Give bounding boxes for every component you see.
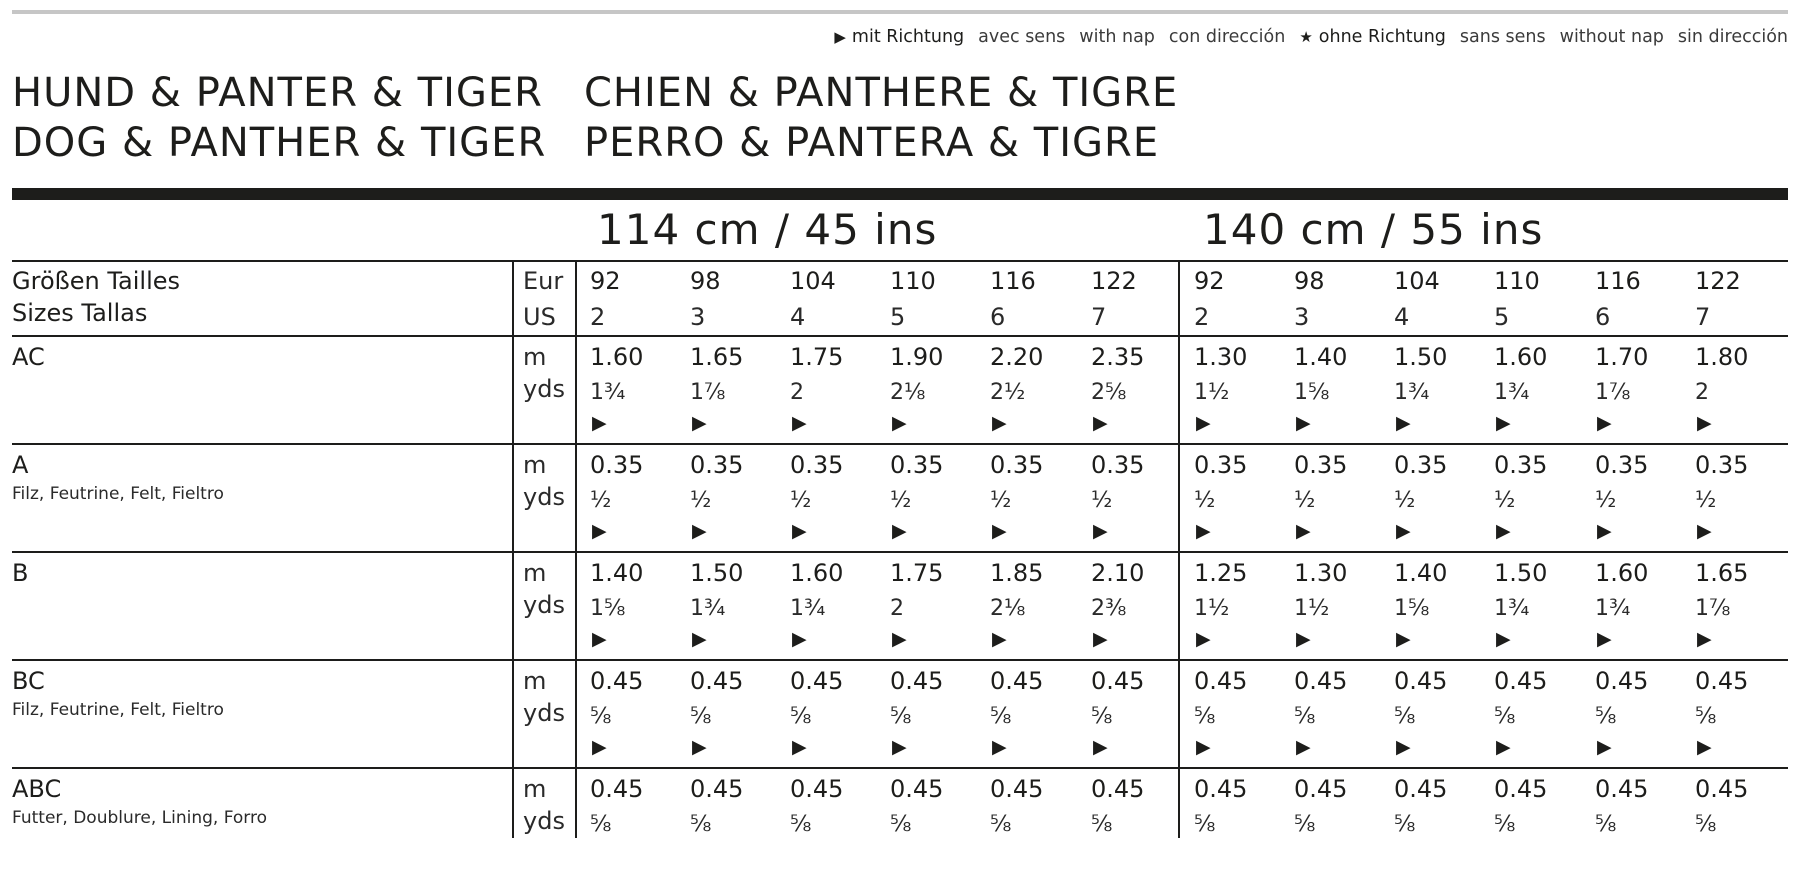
play-triangle-icon: ▶ [1597, 628, 1612, 650]
us-size: 2 [1194, 303, 1210, 331]
meters-value: 0.45 [990, 667, 1044, 695]
us-size: 7 [1695, 303, 1711, 331]
yards-value: ⅝ [1695, 812, 1717, 837]
play-triangle-icon: ▶ [1396, 736, 1411, 758]
yards-value: 1¾ [1494, 380, 1530, 405]
play-triangle-icon: ▶ [1697, 412, 1712, 434]
us-size: 3 [690, 303, 706, 331]
eur-size: 122 [1695, 267, 1741, 295]
meters-value: 1.65 [1695, 559, 1749, 587]
eur-size: 98 [1294, 267, 1325, 295]
yards-value: ½ [1695, 488, 1717, 513]
play-triangle-icon: ▶ [1496, 412, 1511, 434]
yards-value: ⅝ [1194, 812, 1216, 837]
play-triangle-icon: ▶ [1697, 736, 1712, 758]
play-triangle-icon: ▶ [792, 736, 807, 758]
fabric-width-140: 140 cm / 55 ins [1203, 205, 1544, 254]
yards-value: ½ [1494, 488, 1516, 513]
play-triangle-icon: ▶ [892, 736, 907, 758]
meters-value: 2.10 [1091, 559, 1145, 587]
legend-label: mit Richtung [851, 27, 965, 47]
meters-value: 0.45 [1091, 775, 1145, 803]
meters-value: 0.45 [1494, 667, 1548, 695]
eur-size: 98 [690, 267, 721, 295]
fabric-width-114: 114 cm / 45 ins [597, 205, 938, 254]
play-triangle-icon: ▶ [992, 736, 1007, 758]
yards-value: 1⅝ [1294, 380, 1330, 405]
play-triangle-icon: ▶ [1196, 628, 1211, 650]
yards-value: 1½ [1194, 380, 1230, 405]
meters-value: 0.45 [1494, 775, 1548, 803]
meters-value: 1.60 [590, 343, 644, 371]
play-triangle-icon: ▶ [1396, 628, 1411, 650]
eur-size: 122 [1091, 267, 1137, 295]
meters-value: 0.45 [1394, 667, 1448, 695]
size-label-de-fr: Größen Tailles [12, 267, 181, 295]
yards-value: 1½ [1194, 596, 1230, 621]
yards-value: ⅝ [690, 812, 712, 837]
meters-value: 1.50 [1494, 559, 1548, 587]
play-triangle-icon: ▶ [792, 412, 807, 434]
meters-value: 0.35 [1194, 451, 1248, 479]
meters-value: 1.75 [790, 343, 844, 371]
yards-value: 1¾ [690, 596, 726, 621]
yards-value: ⅝ [790, 704, 812, 729]
unit-meters: m [523, 451, 547, 479]
eur-size: 110 [1494, 267, 1540, 295]
meters-value: 2.20 [990, 343, 1044, 371]
yards-value: ⅝ [1394, 704, 1416, 729]
play-triangle-icon: ▶ [692, 412, 707, 434]
meters-value: 1.50 [1394, 343, 1448, 371]
yards-value: ⅝ [1595, 812, 1617, 837]
yards-value: 1⅝ [590, 596, 626, 621]
meters-value: 0.45 [890, 775, 944, 803]
meters-value: 0.45 [690, 667, 744, 695]
meters-value: 1.30 [1294, 559, 1348, 587]
play-triangle-icon: ▶ [1496, 736, 1511, 758]
us-size: 4 [790, 303, 806, 331]
play-triangle-icon: ▶ [1196, 520, 1211, 542]
play-triangle-icon: ▶ [1697, 520, 1712, 542]
meters-value: 1.70 [1595, 343, 1649, 371]
yards-value: ½ [1394, 488, 1416, 513]
legend-label: sans sens [1459, 27, 1546, 47]
row-divider [12, 551, 1788, 553]
play-triangle-icon: ▶ [792, 520, 807, 542]
meters-value: 1.40 [1294, 343, 1348, 371]
unit-yards: yds [523, 375, 565, 403]
meters-value: 0.35 [1595, 451, 1649, 479]
yards-value: ⅝ [1494, 812, 1516, 837]
yards-value: ⅝ [1394, 812, 1416, 837]
meters-value: 0.35 [1494, 451, 1548, 479]
yards-value: ½ [890, 488, 912, 513]
yards-value: ⅝ [890, 704, 912, 729]
us-size: 2 [590, 303, 606, 331]
us-size: 4 [1394, 303, 1410, 331]
yards-value: ½ [1091, 488, 1113, 513]
meters-value: 0.35 [1091, 451, 1145, 479]
title-divider [12, 188, 1788, 200]
meters-value: 1.60 [1595, 559, 1649, 587]
meters-value: 0.45 [890, 667, 944, 695]
play-triangle-icon: ▶ [1396, 520, 1411, 542]
meters-value: 0.35 [1294, 451, 1348, 479]
play-triangle-icon: ▶ [592, 412, 607, 434]
yards-value: ½ [1294, 488, 1316, 513]
meters-value: 0.35 [1394, 451, 1448, 479]
meters-value: 0.35 [690, 451, 744, 479]
yards-value: 2⅛ [890, 380, 926, 405]
us-size: 5 [890, 303, 906, 331]
fabric-description: Futter, Doublure, Lining, Forro [12, 808, 267, 828]
unit-meters: m [523, 343, 547, 371]
width-group-divider [1178, 260, 1180, 838]
play-triangle-icon: ▶ [592, 628, 607, 650]
row-divider [12, 767, 1788, 769]
legend-item [1299, 27, 1446, 47]
yards-value: 1⅞ [1595, 380, 1631, 405]
eur-size: 110 [890, 267, 936, 295]
play-triangle-icon: ▶ [1396, 412, 1411, 434]
meters-value: 0.45 [1294, 667, 1348, 695]
pattern-title [12, 68, 1178, 168]
us-size: 5 [1494, 303, 1510, 331]
yards-value: ⅝ [890, 812, 912, 837]
play-triangle-icon: ▶ [1093, 628, 1108, 650]
yards-value: ⅝ [590, 812, 612, 837]
legend-label: with nap [1079, 27, 1155, 47]
yards-value: 1¾ [1494, 596, 1530, 621]
yards-value: ⅝ [1194, 704, 1216, 729]
yards-value: 1⅝ [1394, 596, 1430, 621]
unit-column-divider [512, 260, 514, 838]
unit-yards: yds [523, 591, 565, 619]
yards-value: ½ [790, 488, 812, 513]
play-triangle-icon: ▶ [692, 736, 707, 758]
row-divider [12, 335, 1788, 337]
meters-value: 0.45 [1695, 667, 1749, 695]
legend-item [834, 27, 964, 47]
title-french: CHIEN & PANTHERE & TIGRE [584, 70, 1179, 116]
eur-label: Eur [523, 267, 564, 295]
meters-value: 0.35 [590, 451, 644, 479]
meters-value: 1.85 [990, 559, 1044, 587]
play-triangle-icon: ▶ [1093, 412, 1108, 434]
yards-value: 1¾ [1595, 596, 1631, 621]
play-triangle-icon: ▶ [1597, 412, 1612, 434]
nap-legend [834, 24, 1788, 50]
meters-value: 0.35 [790, 451, 844, 479]
yards-value: ½ [1194, 488, 1216, 513]
eur-size: 116 [990, 267, 1036, 295]
unit-yards: yds [523, 807, 565, 835]
play-triangle-icon: ▶ [1296, 520, 1311, 542]
play-triangle-icon: ▶ [592, 520, 607, 542]
play-triangle-icon: ▶ [1597, 520, 1612, 542]
meters-value: 0.45 [1595, 775, 1649, 803]
title-german: HUND & PANTER & TIGER [12, 70, 543, 116]
meters-value: 0.45 [1194, 775, 1248, 803]
yards-value: 2½ [990, 380, 1026, 405]
legend-item [1460, 27, 1546, 47]
meters-value: 0.45 [1294, 775, 1348, 803]
meters-value: 1.25 [1194, 559, 1248, 587]
eur-size: 104 [790, 267, 836, 295]
meters-value: 2.35 [1091, 343, 1145, 371]
yards-value: 2⅜ [1091, 596, 1127, 621]
yards-value: ½ [590, 488, 612, 513]
yards-value: 2⅛ [990, 596, 1026, 621]
meters-value: 1.80 [1695, 343, 1749, 371]
view-code: ABC [12, 775, 62, 803]
play-triangle-icon: ▶ [1093, 520, 1108, 542]
play-triangle-icon: ▶ [992, 628, 1007, 650]
us-label: US [523, 303, 556, 331]
yards-value: ½ [690, 488, 712, 513]
play-triangle-icon: ▶ [834, 28, 846, 46]
play-triangle-icon: ▶ [1296, 736, 1311, 758]
unit-meters: m [523, 775, 547, 803]
play-triangle-icon: ▶ [892, 520, 907, 542]
play-triangle-icon: ▶ [992, 520, 1007, 542]
us-size: 3 [1294, 303, 1310, 331]
yards-value: 1¾ [790, 596, 826, 621]
meters-value: 1.90 [890, 343, 944, 371]
play-triangle-icon: ▶ [1093, 736, 1108, 758]
play-triangle-icon: ▶ [892, 628, 907, 650]
yards-value: ⅝ [990, 704, 1012, 729]
meters-value: 0.45 [1595, 667, 1649, 695]
yards-value: 2 [790, 380, 804, 405]
unit-yards: yds [523, 699, 565, 727]
legend-item [1678, 27, 1788, 47]
play-triangle-icon: ▶ [992, 412, 1007, 434]
meters-value: 0.45 [590, 775, 644, 803]
legend-label: con dirección [1168, 27, 1286, 47]
play-triangle-icon: ▶ [792, 628, 807, 650]
fabric-description: Filz, Feutrine, Felt, Fieltro [12, 700, 224, 720]
meters-value: 1.30 [1194, 343, 1248, 371]
meters-value: 0.35 [890, 451, 944, 479]
play-triangle-icon: ▶ [1496, 628, 1511, 650]
us-size: 6 [1595, 303, 1611, 331]
us-size: 7 [1091, 303, 1107, 331]
play-triangle-icon: ▶ [892, 412, 907, 434]
meters-value: 0.45 [690, 775, 744, 803]
play-triangle-icon: ▶ [1597, 736, 1612, 758]
meters-value: 1.50 [690, 559, 744, 587]
us-size: 6 [990, 303, 1006, 331]
row-divider [12, 659, 1788, 661]
size-column-divider [575, 260, 577, 838]
legend-label: sin dirección [1677, 27, 1788, 47]
yards-value: 1⅞ [1695, 596, 1731, 621]
meters-value: 1.60 [790, 559, 844, 587]
yards-value: ⅝ [1091, 812, 1113, 837]
row-divider [12, 260, 1788, 262]
meters-value: 0.45 [790, 667, 844, 695]
legend-label: avec sens [978, 27, 1066, 47]
yards-value: ⅝ [1294, 704, 1316, 729]
yards-value: 1½ [1294, 596, 1330, 621]
eur-size: 104 [1394, 267, 1440, 295]
legend-item [1560, 27, 1664, 47]
play-triangle-icon: ▶ [1296, 628, 1311, 650]
yards-value: 1¾ [590, 380, 626, 405]
eur-size: 116 [1595, 267, 1641, 295]
yards-value: ⅝ [1494, 704, 1516, 729]
yards-value: ⅝ [1695, 704, 1717, 729]
yards-value: ⅝ [590, 704, 612, 729]
meters-value: 0.45 [1091, 667, 1145, 695]
meters-value: 0.45 [1695, 775, 1749, 803]
play-triangle-icon: ▶ [1196, 412, 1211, 434]
unit-meters: m [523, 667, 547, 695]
legend-label: without nap [1559, 27, 1664, 47]
yards-value: ⅝ [690, 704, 712, 729]
fabric-description: Filz, Feutrine, Felt, Fieltro [12, 484, 224, 504]
legend-item [1169, 27, 1285, 47]
legend-item [978, 27, 1065, 47]
view-code: A [12, 451, 29, 479]
play-triangle-icon: ▶ [1296, 412, 1311, 434]
row-divider [12, 443, 1788, 445]
eur-size: 92 [590, 267, 621, 295]
play-triangle-icon: ▶ [592, 736, 607, 758]
meters-value: 1.40 [1394, 559, 1448, 587]
yards-value: ½ [1595, 488, 1617, 513]
yards-value: ⅝ [990, 812, 1012, 837]
yards-value: 2⅝ [1091, 380, 1127, 405]
meters-value: 0.45 [990, 775, 1044, 803]
play-triangle-icon: ▶ [692, 628, 707, 650]
meters-value: 0.45 [1194, 667, 1248, 695]
meters-value: 1.65 [690, 343, 744, 371]
title-english: DOG & PANTHER & TIGER [12, 120, 547, 166]
play-triangle-icon: ▶ [1196, 736, 1211, 758]
yards-value: 1¾ [1394, 380, 1430, 405]
play-triangle-icon: ▶ [1697, 628, 1712, 650]
legend-label: ohne Richtung [1318, 27, 1446, 47]
unit-yards: yds [523, 483, 565, 511]
meters-value: 0.35 [1695, 451, 1749, 479]
play-triangle-icon: ▶ [692, 520, 707, 542]
yards-value: ⅝ [1294, 812, 1316, 837]
yards-value: ½ [990, 488, 1012, 513]
legend-item [1079, 27, 1155, 47]
meters-value: 0.45 [1394, 775, 1448, 803]
meters-value: 1.75 [890, 559, 944, 587]
view-code: AC [12, 343, 45, 371]
meters-value: 1.60 [1494, 343, 1548, 371]
yards-value: ⅝ [1091, 704, 1113, 729]
star-icon: ★ [1299, 28, 1313, 46]
top-divider [12, 10, 1788, 14]
yards-value: ⅝ [1595, 704, 1617, 729]
yards-value: 2 [1695, 380, 1709, 405]
play-triangle-icon: ▶ [1496, 520, 1511, 542]
eur-size: 92 [1194, 267, 1225, 295]
view-code: BC [12, 667, 45, 695]
meters-value: 0.35 [990, 451, 1044, 479]
meters-value: 0.45 [790, 775, 844, 803]
meters-value: 0.45 [590, 667, 644, 695]
meters-value: 1.40 [590, 559, 644, 587]
size-label-en-es: Sizes Tallas [12, 299, 148, 327]
view-code: B [12, 559, 29, 587]
yards-value: 1⅞ [690, 380, 726, 405]
title-spanish: PERRO & PANTERA & TIGRE [584, 120, 1160, 166]
yards-value: 2 [890, 596, 904, 621]
unit-meters: m [523, 559, 547, 587]
yards-value: ⅝ [790, 812, 812, 837]
